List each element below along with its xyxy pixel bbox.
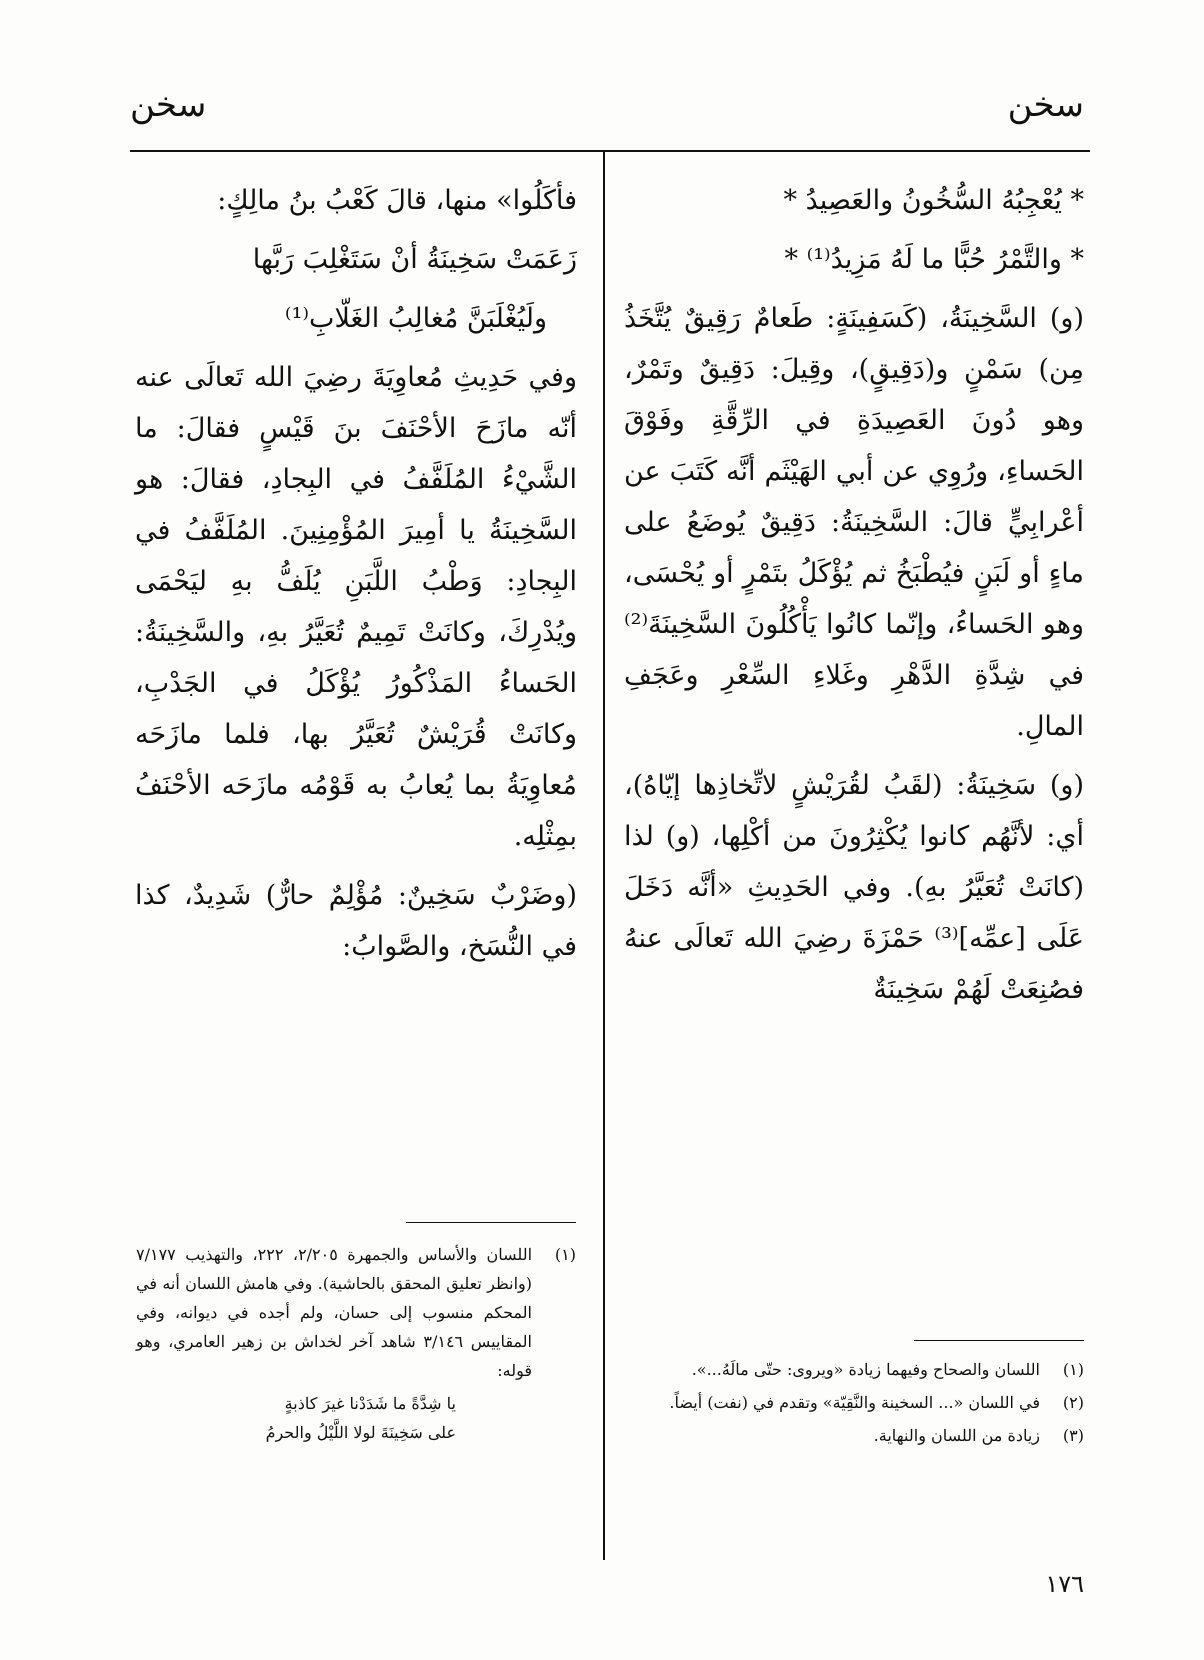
footnote-number: (١) bbox=[554, 1245, 576, 1264]
footnote bbox=[624, 1421, 1084, 1450]
footnote-rule-right bbox=[914, 1340, 1084, 1341]
footnote-number: (٢) bbox=[1062, 1393, 1084, 1412]
footnote-text: في اللسان «... السخينة والنَّقِيّة» وتقدم في (نفت) أيضاً. bbox=[669, 1393, 1040, 1412]
verse-line: * والتَّمْرُ حُبًّا ما لَهُ مَزِيدُ⁽¹⁾ * bbox=[784, 244, 1084, 275]
verse-line: زَعَمَتْ سَخِينَةُ أنْ سَتَغْلِبَ رَبَّها bbox=[252, 244, 577, 275]
right-column bbox=[624, 175, 1084, 1023]
page-number: ١٧٦ bbox=[1045, 1570, 1084, 1598]
left-column bbox=[135, 175, 577, 980]
footnote bbox=[624, 1388, 1084, 1417]
header-headword-right: سخن bbox=[1007, 85, 1084, 125]
paragraph: (و) السَّخِينَةُ، (كَسَفِينَةٍ: طَعامٌ رَقِيقٌ يُتَّخَذُ مِن) سَمْنٍ و(دَقِيقٍ)، وقِيلَ: دَقِيقٌ وتَمْرٌ، وهو دُونَ العَصِيدَةِ في الرِّقَّةِ وفَوْقَ الحَساءِ، ورُوِي عن أبي الهَيْثَم أنَّه كَتَبَ عن أعْرابِيٍّ قالَ: السَّخِينَةُ: دَقِيقٌ يُوضَعُ على ماءٍ أو لَبَنٍ فيُطْبَخُ ثم يُؤْكَلُ بتَمْرٍ أو يُحْسَى، وهو الحَساءُ، وإنّما كانُوا يَأْكُلُونَ السَّخِينَةَ⁽²⁾ في شِدَّةِ الدَّهْرِ وغَلاءِ السِّعْرِ وعَجَفِ المالِ. bbox=[624, 303, 1084, 742]
paragraph: (و) سَخِينَةُ: (لقَبُ لقُرَيْشٍ لاتِّخاذِها إيّاهُ)، أي: لأنَّهُم كانوا يُكْثِرُونَ من أكْلِها، (و) لذا (كانَتْ تُعَيَّرُ بهِ). وفي الحَدِيثِ «أنَّه دَخَلَ عَلَى [عمِّه]⁽³⁾ حَمْزَةَ رضِيَ الله تَعالَى عنهُ فصُنِعَتْ لَهُمْ سَخِينَةٌ bbox=[624, 770, 1085, 1005]
verse-line: * يُعْجِبُهُ السُّخُونُ والعَصِيدُ * bbox=[783, 185, 1084, 216]
footnote-text: اللسان والأساس والجمهرة ٢/٢٠٥، ٢٢٢، والتهذيب ٧/١٧٧ (وانظر تعليق المحقق بالحاشية). وفي هامش اللسان أنه في المحكم منسوب إلى حسان، ولم أجده في ديوانه، وفي المقاييس ٣/١٤٦ شاهد آخر لخداش بن زهير العامري، وهو قوله: bbox=[136, 1245, 533, 1380]
footnote-number: (١) bbox=[1062, 1360, 1084, 1379]
paragraph: (وضَرْبٌ سَخِينٌ: مُؤْلِمٌ حارٌّ) شَدِيدٌ، كذا في النُّسَخ، والصَّوابُ: bbox=[135, 880, 577, 962]
footnotes-left bbox=[136, 1240, 576, 1447]
paragraph: وفي حَدِيثِ مُعاوِيَةَ رضِيَ الله تَعالَى عنه أنّه مازَحَ الأحْنَفَ بنَ قَيْسٍ فقالَ: ما الشَّيْءُ المُلَفَّفُ في البِجادِ، فقالَ: هو السَّخِينَةُ يا أمِيرَ المُؤْمِنِينَ. المُلَفَّفُ في البِجادِ: وَطْبُ اللَّبَنِ يُلَفُّ بهِ ليَحْمَى ويُدْرِكَ، وكانَتْ تَمِيمٌ تُعَيَّرُ بهِ، والسَّخِينَةُ: الحَساءُ المَذْكُورُ يُؤْكَلُ في الجَدْبِ، وكانَتْ قُرَيْشٌ تُعَيَّرُ بها، فلما مازَحَه مُعاوِيَةُ بما يُعابُ به قَوْمُه مازَحَه الأحْنَفُ بمِثْلِه. bbox=[135, 362, 577, 852]
footnote-number: (٣) bbox=[1062, 1426, 1084, 1445]
header-rule bbox=[130, 150, 1090, 152]
header-headword-left: سخن bbox=[130, 85, 207, 125]
footnote-verse: على سَخِينَةَ لولا اللَّيْلُ والحرمُ bbox=[265, 1423, 456, 1442]
footnote-text: اللسان والصحاح وفيهما زيادة «ويروى: حتّى مالَهُ...». bbox=[691, 1360, 1040, 1379]
footnote-rule-left bbox=[406, 1222, 576, 1223]
footnotes-right bbox=[624, 1355, 1084, 1454]
paragraph: فأكَلُوا» منها، قالَ كَعْبُ بنُ مالِكٍ: bbox=[217, 185, 577, 216]
footnote bbox=[136, 1240, 576, 1385]
footnote-text: زيادة من اللسان والنهاية. bbox=[873, 1426, 1040, 1445]
verse-line: ولَيُغْلَبَنَّ مُغالِبُ الغَلّابِ⁽¹⁾ bbox=[284, 303, 547, 334]
footnote bbox=[624, 1355, 1084, 1384]
column-divider bbox=[603, 150, 605, 1560]
footnote-verse: يا شِدَّةً ما شَدَدْنا غيرَ كاذبةٍ bbox=[284, 1394, 456, 1413]
